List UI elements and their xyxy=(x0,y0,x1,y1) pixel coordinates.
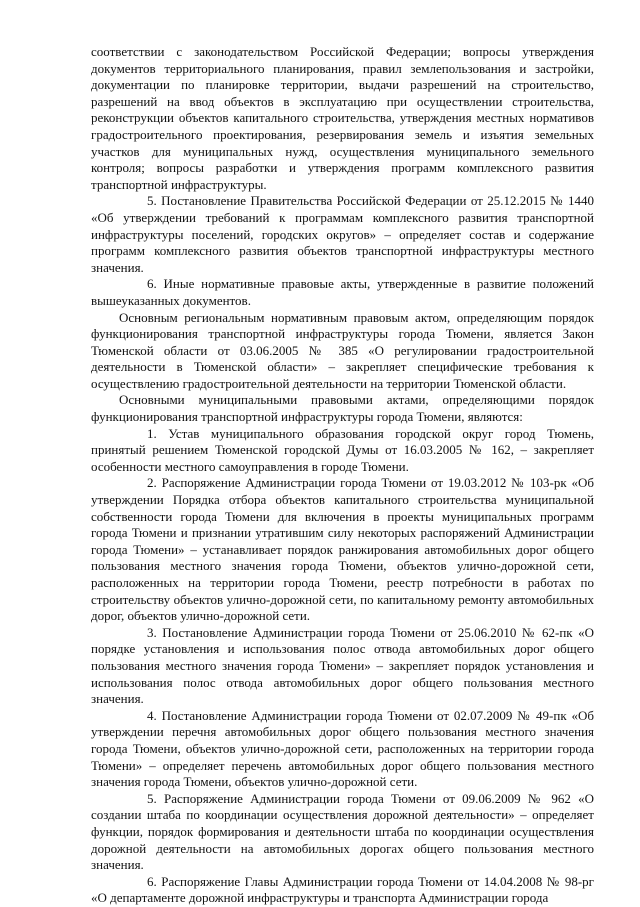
paragraph: 2. Распоряжение Администрации города Тюмени от 19.03.2012 № 103-рк «Об утверждении Порядка отбора объектов капитального строительства муниципальной собственности города Тюмени для включения в проекты муниципальных программ города Тюмени и признании утратившим силу некоторых распоряжений Администрации города Тюмени» – устанавливает порядок ранжирования автомобильных дорог общего пользования местного значения города Тюмени, объектов улично-дорожной сети, расположенных на территории города Тюмени, реестр потребности в работах по строительству объектов улично-дорожной сети, по капитальному ремонту автомобильных дорог, объектов улично-дорожной сети. xyxy=(91,475,594,624)
paragraph: Основными муниципальными правовыми актами, определяющими порядок функционирования транспортной инфраструктуры города Тюмени, являются: xyxy=(91,392,594,425)
paragraph: Основным региональным нормативным правовым актом, определяющим порядок функционирования транспортной инфраструктуры города Тюмени, является Закон Тюменской области от 03.06.2005 № 385 «О регулировании градостроительной деятельности в Тюменской области» – закрепляет специфические требования к осуществлению градостроительной деятельности на территории Тюменской области. xyxy=(91,309,594,391)
paragraph: 5. Распоряжение Администрации города Тюмени от 09.06.2009 № 962 «О создании штаба по координации осуществления дорожной деятельности» – определяет функции, порядок формирования и деятельности штаба по координации осуществления дорожной деятельности на автомобильных дорогах общего пользования местного значения. xyxy=(91,790,594,873)
document-page xyxy=(91,44,594,907)
paragraph: 4. Постановление Администрации города Тюмени от 02.07.2009 № 49-пк «Об утверждении перечня автомобильных дорог общего пользования местного значения города Тюмени, объектов улично-дорожной сети, расположенных на территории города Тюмени» – определяет перечень автомобильных дорог общего пользования местного значения города Тюмени, объектов улично-дорожной сети. xyxy=(91,707,594,790)
paragraph: соответствии с законодательством Российской Федерации; вопросы утверждения документов территориального планирования, правил землепользования и застройки, документации по планировке территории, выдачи разрешений на строительство, разрешений на ввод объектов в эксплуатацию при осуществлении строительства, реконструкции объектов капитального строительства, утверждения местных нормативов градостроительного проектирования, резервирования земель и изъятия земельных участков для муниципальных нужд, осуществления муниципального земельного контроля; вопросы разработки и утверждения программ комплексного развития транспортной инфраструктуры. xyxy=(91,44,594,192)
paragraph: 5. Постановление Правительства Российской Федерации от 25.12.2015 № 1440 «Об утверждении требований к программам комплексного развития транспортной инфраструктуры поселений, городских округов» – определяет состав и содержание программ комплексного развития объектов транспортной инфраструктуры местного значения. xyxy=(91,193,594,275)
paragraph: 1. Устав муниципального образования городской округ город Тюмень, принятый решением Тюменской городской Думы от 16.03.2005 № 162, – закрепляет особенности местного самоуправления в городе Тюмени. xyxy=(91,425,594,474)
paragraph: 6. Иные нормативные правовые акты, утвержденные в развитие положений вышеуказанных документов. xyxy=(91,276,594,308)
paragraph: 3. Постановление Администрации города Тюмени от 25.06.2010 № 62-пк «О порядке установления и использования полос отвода автомобильных дорог общего пользования местного значения города Тюмени» – закрепляет порядок установления и использования полос отвода автомобильных дорог общего пользования местного значения. xyxy=(91,624,594,707)
paragraph: 6. Распоряжение Главы Администрации города Тюмени от 14.04.2008 № 98-рг «О департаменте дорожной инфраструктуры и транспорта Администрации города xyxy=(91,873,594,906)
